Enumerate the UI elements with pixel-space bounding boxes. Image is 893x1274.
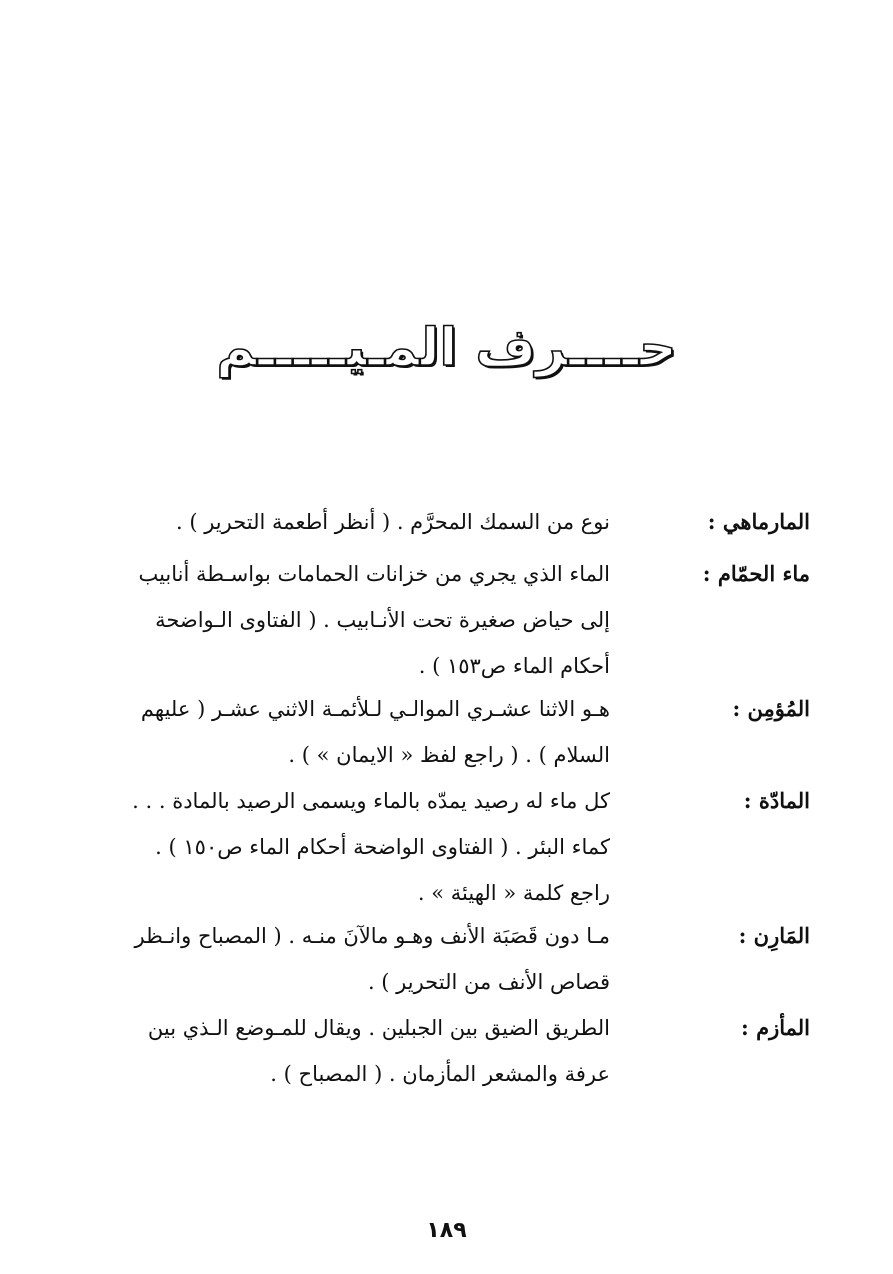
definition-line: الطريق الضيق بين الجبلين . ويقال للمـوضع الـذي بين	[147, 1016, 610, 1040]
entry-definition	[90, 499, 610, 545]
entry-definition	[90, 1005, 610, 1097]
section-title	[0, 318, 893, 378]
entry-definition	[90, 913, 610, 1005]
definition-line: إلى حياض صغيرة تحت الأنـابيب . ( الفتاوى الـواضحة	[155, 608, 610, 632]
page-number: ١٨٩	[426, 1218, 467, 1243]
definition-line: نوع من السمك المحرَّم . ( أنظر أطعمة التحرير ) .	[176, 510, 610, 534]
entry-term: ماء الحمّام :	[702, 561, 810, 586]
entry-definition	[90, 686, 610, 778]
entry-definition	[90, 551, 610, 689]
entry-term: المارماهي :	[707, 509, 810, 534]
entry-term: المادّة :	[743, 788, 810, 813]
definition-line: كماء البئر . ( الفتاوى الواضحة أحكام الماء ص١٥٠ ) .	[155, 835, 610, 859]
definition-line: كل ماء له رصيد يمدّه بالماء ويسمى الرصيد بالمادة . . .	[132, 789, 610, 813]
entry-term: المأزم :	[741, 1015, 810, 1040]
entry-term: المُؤمِن :	[732, 696, 810, 721]
definition-line: مـا دون قَصَبَة الأنف وهـو مالآنَ منـه . ( المصباح وانـظر	[134, 924, 610, 948]
definition-line: السلام ) . ( راجع لفظ « الايمان » ) .	[288, 743, 610, 767]
definition-line: أحكام الماء ص١٥٣ ) .	[418, 654, 610, 678]
definition-line: عرفة والمشعر المأزمان . ( المصباح ) .	[270, 1062, 610, 1086]
definition-line: الماء الذي يجري من خزانات الحمامات بواسـطة أنابيب	[138, 562, 610, 586]
definition-line: هـو الاثنا عشـري الموالـي لـلأئمـة الاثني عشـر ( عليهم	[140, 697, 610, 721]
entry-definition	[90, 778, 610, 916]
entry-term: المَارِن :	[738, 923, 810, 948]
definition-line: قصاص الأنف من التحرير ) .	[367, 970, 610, 994]
section-title-text: حــــرف المـيـــــم	[216, 318, 677, 378]
definition-line: راجع كلمة « الهيئة » .	[417, 881, 610, 905]
